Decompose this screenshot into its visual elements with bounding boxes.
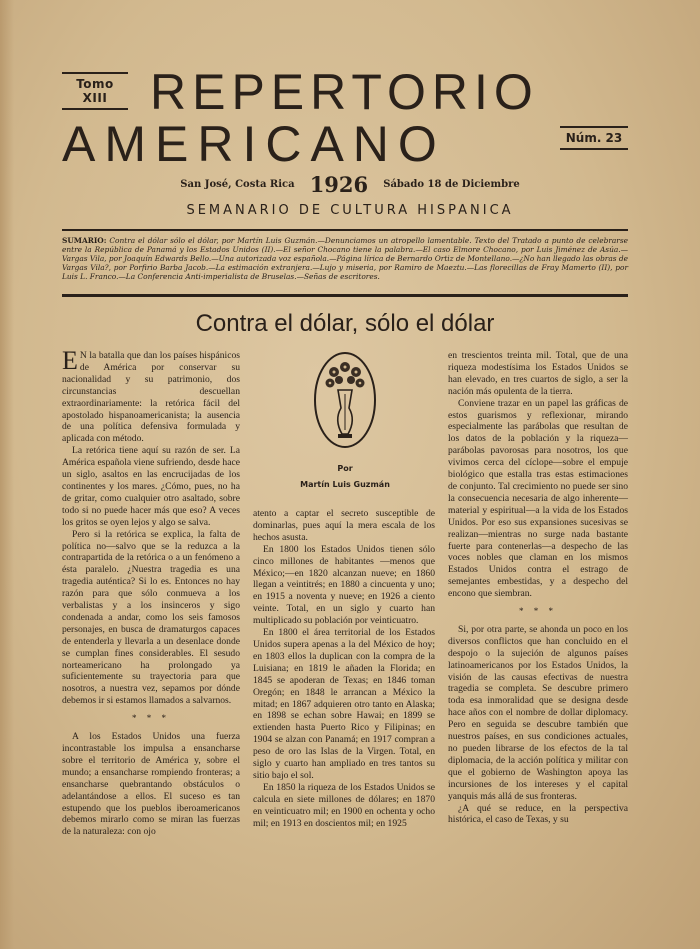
tomo-rule-bottom xyxy=(62,108,128,110)
paragraph xyxy=(62,350,240,445)
paragraph: Conviene trazar en un papel las gráficas de estos guarismos y reflexionar, mirando especialmente las parábolas que resultan de los datos de la población y la riqueza—parábolas pavorosas para nosotros, los que vivimos cerca del cíclope—sobre el empuje biológico que estalla tras estas estimaciones de conjunto. Tal crecimiento no puede ser sino la consecuencia necesaria de algo inherente—material y espiritual—a la vida de los Estados Unidos. Por eso sus expansiones sucesivas se realizan—mientras no surge nada bastante fuerte para contenerlas—a despecho de las voces nobles que claman en los mismos Estados Unidos contra el estrago de semejantes embestidas, y a despecho del encono que siembran. xyxy=(448,397,628,600)
summary-text: Contra el dólar sólo el dólar, por Martín Luis Guzmán.—Denunciamos un atropello lamentable. Texto del Tratado a punto de celebrarse entre la República de Panamá y los Estados Unidos (II).—El señor Chocano tiene la palabra.—El caso Elmore Chocano, por Luis Jiménez de Asúa.—Vargas Vila, por Joaquín Edwards Bello.—Una autorizada voz española.—Página lírica de Bernardo Ortiz de Montellano.—¿No han llegado las obras de Vargas Vila?, por Porfirio Barba Jacob.—La estimación extranjera.—Lujo y miseria, por Ramiro de Maeztu.—Las florecillas de Fray Mamerto (II), por Luis L. Franco.—La Conferencia Anti-imperialista de Bruselas.—Señas de escritores. xyxy=(62,236,628,281)
article-column-2 xyxy=(253,508,435,908)
masthead-title-line2: AMERICANO xyxy=(62,116,446,172)
paragraph: ¿A qué se reduce, en la perspectiva histórica, el caso de Texas, y su xyxy=(448,802,628,826)
paragraph: atento a captar el secreto susceptible de dominarlas, pues aquí la mera escala de los hechos asusta. xyxy=(253,508,435,543)
decorative-vase-emblem xyxy=(312,350,378,450)
paragraph: En 1800 el área territorial de los Estados Unidos supera apenas a la del México de hoy; en 1803 ellos la duplican con la compra de la Luisiana; en 1819 le añaden la Florida; en 1845 se apoderan de Texas; en 1846 toman Oregón; en 1848 le arrancan a México la mitad; en 1867 adquieren otro tanto en Alaska; en 1898 se echan sobre Hawai; en 1899 se extienden hasta Puerto Rico y Filipinas; en 1904 se alzan con Panamá; en 1917 compran a peso de oro las Islas de la Virgen. Total, en siglo y cuarto han ampliado en tres tantos su sitio bajo el sol. xyxy=(253,627,435,781)
paragraph: En 1800 los Estados Unidos tienen sólo cinco millones de habitantes —menos que México;—en 1820 alcanzan nueve; en 1860 llegan a veintitrés; en 1880 a cincuenta y uno; en 1915 a noventa y nueve; en 1926 a ciento veinte. Total, en un siglo y cuarto han multiplicado su población por veinticuatro. xyxy=(253,543,435,627)
volume-label xyxy=(62,72,128,110)
paragraph-text: N la batalla que dan los países hispánicos de América por conservar su nacionalidad y su patrimonio, dos circunstancias descuellan extraordinariamente: la retórica fácil del apostolado hispanoamericanista; la ausencia de una política defensiva formulada y aplicada con método. xyxy=(62,350,240,445)
drop-cap: E xyxy=(62,350,78,375)
article-headline: Contra el dólar, sólo el dólar xyxy=(195,310,495,337)
masthead-title-line1: REPERTORIO xyxy=(150,64,539,120)
magazine-subtitle: SEMANARIO DE CULTURA HISPANICA xyxy=(186,203,514,218)
section-separator: * * * xyxy=(519,606,557,617)
year-text: 1926 xyxy=(309,172,369,197)
num-rule-bottom xyxy=(560,148,628,150)
summary-block xyxy=(62,236,628,281)
issue-number-text: Núm. 23 xyxy=(565,131,623,145)
paragraph: Pero si la retórica se explica, la falta de política no—salvo que se la reduzca a la contrapartida de la retórica o a un fenómeno a ésta paralelo. ¿Nuestra tragedia es una tragedia auténtica? Si lo es. Entonces no hay razón para que sólo conmueva a los verbalistas y a los insinceros y sigo condenada a andar, como los seis famosos personajes, en busca de dramaturgos capaces de entenderla y llevarla a un desenlace donde se cumplan fines considerables. El sesudo norteamericano ha prolongado ya suficientemente su trayectoria para que nosotros, a nuestra vez, sepamos por dónde debemos ir si estamos llamados a salvarnos. xyxy=(62,528,240,707)
page-spine-shadow xyxy=(0,0,14,949)
issue-number-label xyxy=(560,126,628,150)
article-column-3 xyxy=(448,350,628,910)
section-separator: * * * xyxy=(132,713,170,724)
paragraph: La retórica tiene aquí su razón de ser. La América española viene sufriendo, desde hace un siglo, asaltos en las encrucijadas de los continentes y los mares. ¿Cómo, pues, no ha de gritar, como cualquier otro asaltado, sobre todo si no puede hacer más que eso? A veces los gritos se oyen lejos y algo se salva. xyxy=(62,445,240,528)
byline-author: Martín Luis Guzmán xyxy=(300,480,390,489)
paragraph: En 1850 la riqueza de los Estados Unidos se calcula en siete millones de dólares; en 1870 en veinticuatro mil; en 1900 en ochenta y ocho mil; en 1913 en doscientos mil; en 1925 xyxy=(253,781,435,829)
summary-label: SUMARIO: xyxy=(62,236,107,245)
place-text: San José, Costa Rica xyxy=(180,179,295,190)
rule-above-summary xyxy=(62,229,628,231)
volume-text: Tomo XIII xyxy=(76,77,114,105)
paragraph: A los Estados Unidos una fuerza incontrastable los impulsa a ensancharse sobre el territorio de América y, sobre el mundo; a ensancharse rompiendo fronteras; a ensancharse quebrantando obstáculos o adelantándose a ellos. El suceso es tan estupendo que los pueblos iberoamericanos debemos mirarlo como se miran las fuerzas de la naturaleza: con ojo xyxy=(62,731,240,838)
article-column-1 xyxy=(62,350,240,910)
paragraph: Si, por otra parte, se ahonda un poco en los diversos conflictos que han concluido en el despojo o la sujeción de algunos países latinoamericanos por los Estados Unidos, la visión de las causas efectivas de nuestra tragedia se completa. Se descubre primero toda esa inmoralidad que se designa desde hace años con el nombre de dollar diplomacy. Pero en seguida se descubre también que nuestros países, en sus condiciones actuales, no pueden librarse de los efectos de la tal diplomacia, de la acción política y militar con que el gobierno de Washington apoya las incursiones de los intereses y el capital yanquis más allá de sus fronteras. xyxy=(448,623,628,802)
paragraph: en trescientos treinta mil. Total, que de una riqueza modestísima los Estados Unidos se han elevado, en tres cuartos de siglo, a ser la nación más opulenta de la tierra. xyxy=(448,350,628,397)
byline-por: Por xyxy=(337,464,353,473)
dateline xyxy=(60,172,640,197)
date-text: Sábado 18 de Diciembre xyxy=(383,179,520,190)
rule-below-summary xyxy=(62,294,628,297)
